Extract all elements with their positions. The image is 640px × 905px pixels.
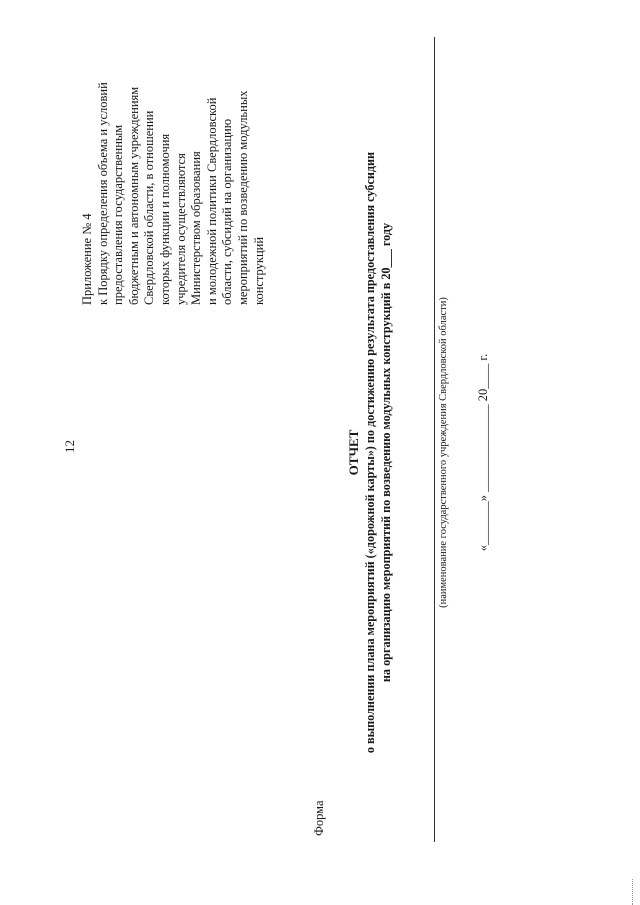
institution-caption: (наименование государственного учреждения Свердловской области) (438, 297, 449, 608)
appendix-line: мероприятий по возведению модульных (235, 90, 250, 305)
appendix-line: Министерством образования (189, 151, 204, 305)
appendix-line: учредителя осуществляются (173, 153, 188, 305)
appendix-line: Свердловской области, в отношении (142, 110, 157, 305)
appendix-line: которых функции и полномочия (157, 133, 172, 305)
appendix-line: и молодежной политики Свердловской (204, 97, 219, 305)
appendix-line: Приложение № 4 (80, 213, 94, 305)
form-label: Форма (312, 800, 326, 836)
corner-mark (632, 879, 633, 905)
report-title: ОТЧЕТ (346, 429, 361, 476)
date-line: «_______» ______________ 20____ г. (476, 353, 490, 552)
appendix-line: предоставления государственным (111, 124, 126, 305)
appendix-line: бюджетным и автономным учреждениям (126, 86, 141, 305)
page-number: 12 (62, 440, 77, 453)
appendix-block (80, 15, 267, 305)
appendix-line: конструкций (251, 236, 266, 305)
appendix-line: к Порядку определения объема и условий (95, 82, 110, 305)
report-subtitle-line-2: на организацию мероприятий по возведению модульных конструкций в 20___ году (379, 222, 393, 683)
report-title-block (346, 0, 394, 905)
report-subtitle-line-1: о выполнении плана мероприятий («дорожной карты») по достижению результата предоставления субсидии (363, 151, 377, 754)
appendix-line: области, субсидий на организацию (220, 118, 235, 305)
institution-name-line (434, 37, 435, 842)
